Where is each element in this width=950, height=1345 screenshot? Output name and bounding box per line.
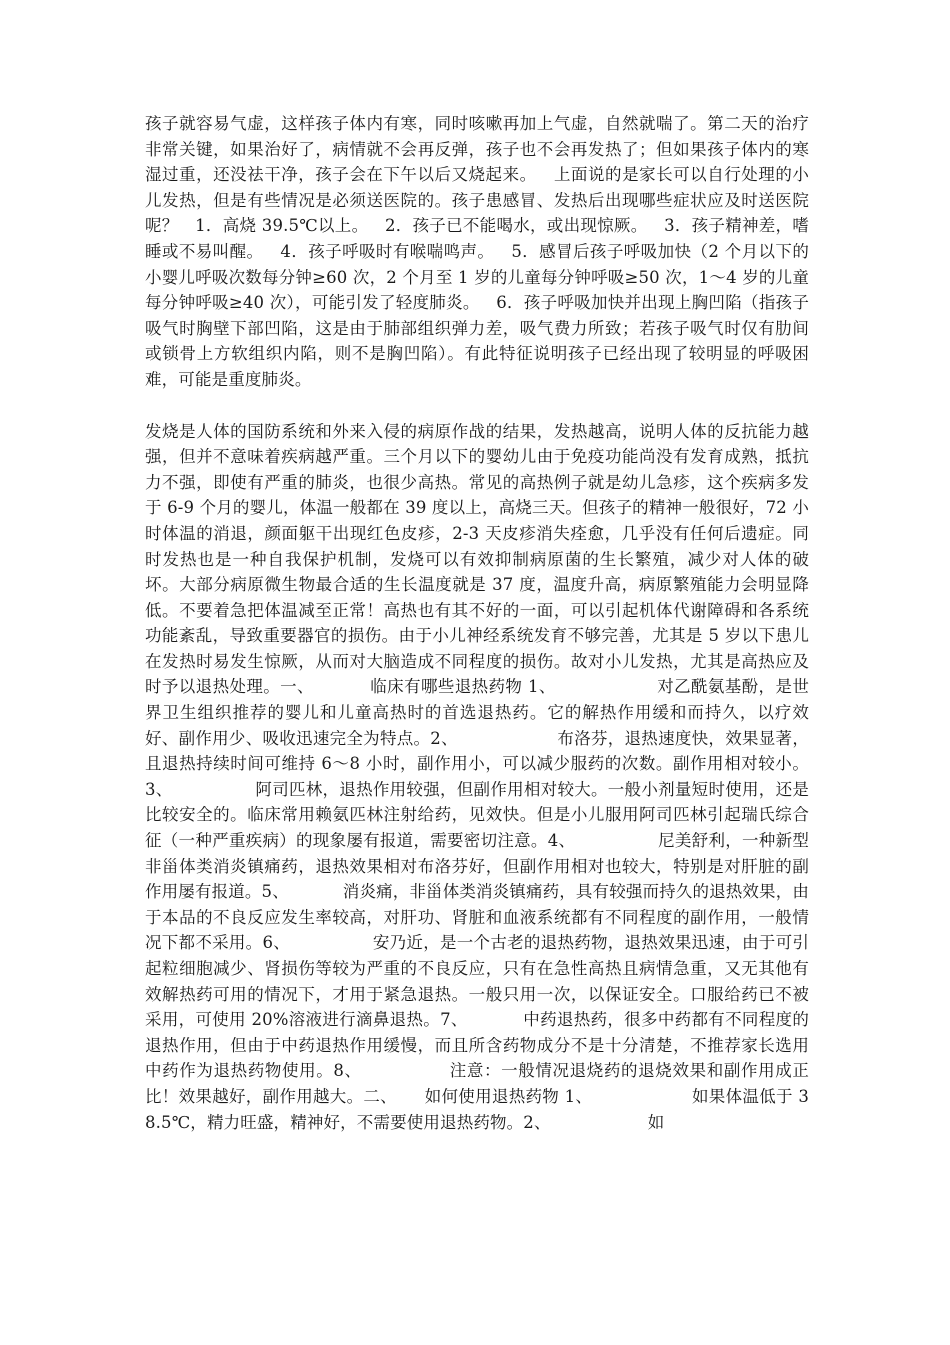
paragraph-fever-medication: 发烧是人体的国防系统和外来入侵的病原作战的结果，发热越高，说明人体的反抗能力越强，但并不意味着疾病越严重。三个月以下的婴幼儿由于免疫功能尚没有发育成熟，抵抗力不强，即使有严重的肺炎，也很少高热。常见的高热例子就是幼儿急疹，这个疾病多发于 6-9 个月的婴儿，体温一般都在 39 度以上，高烧三天。但孩子的精神一般很好，72 小时体温的消退，颜面躯干出现红色皮疹，2-3 天皮疹消失痊愈，几乎没有任何后遗症。同时发热也是一种自我保护机制，发烧可以有效抑制病原菌的生长繁殖，减少对人体的破坏。大部分病原微生物最合适的生长温度就是 37 度，温度升高，病原繁殖能力会明显降低。不要着急把体温减至正常！高热也有其不好的一面，可以引起机体代谢障碍和各系统功能紊乱，导致重要器官的损伤。由于小儿神经系统发育不够完善，尤其是 5 岁以下患儿在发热时易发生惊厥，从而对大脑造成不同程度的损伤。故对小儿发热，尤其是高热应及时予以退热处理。一、 临床有哪些退热药物 1、 对乙酰氨基酚，是世界卫生组织推荐的婴儿和儿童高热时的首选退热药。它的解热作用缓和而持久，以疗效好、副作用少、吸收迅速完全为特点。2、 布洛芬，退热速度快，效果显著，且退热持续时间可维持 6～8 小时，副作用小，可以减少服药的次数。副作用相对较小。3、 阿司匹林，退热作用较强，但副作用相对较大。一般小剂量短时使用，还是比较安全的。临床常用赖氨匹林注射给药，见效快。但是小儿服用阿司匹林引起瑞氏综合征（一种严重疾病）的现象屡有报道，需要密切注意。4、 尼美舒利，一种新型非甾体类消炎镇痛药，退热效果相对布洛芬好，但副作用相对也较大，特别是对肝脏的副作用屡有报道。5、 消炎痛，非甾体类消炎镇痛药，具有较强而持久的退热效果，由于本品的不良反应发生率较高，对肝功、肾脏和血液系统都有不同程度的副作用，一般情况下都不采用。6、 安乃近，是一个古老的退热药物，退热效果迅速，由于可引起粒细胞减少、肾损伤等较为严重的不良反应，只有在急性高热且病情急重，又无其他有效解热药可用的情况下，才用于紧急退热。一般只用一次，以保证安全。口服给药已不被采用，可使用 20%溶液进行滴鼻退热。7、 中药退热药，很多中药都有不同程度的退热作用，但由于中药退热作用缓慢，而且所含药物成分不是十分清楚，不推荐家长选用中药作为退热药物使用。8、 注意：一般情况退烧药的退烧效果和副作用成正比！效果越好，副作用越大。二、 如何使用退热药物 1、 如果体温低于 38.5℃，精力旺盛，精神好，不需要使用退热药物。2、 如 xyxy=(145,421,809,1132)
paragraph-fever-symptoms: 孩子就容易气虚，这样孩子体内有寒，同时咳嗽再加上气虚，自然就喘了。第二天的治疗非常关键，如果治好了，病情就不会再反弹，孩子也不会再发热了；但如果孩子体内的寒湿过重，还没祛干净，孩子会在下午以后又烧起来。 上面说的是家长可以自行处理的小儿发热，但是有些情况是必须送医院的。孩子患感冒、发热后出现哪些症状应及时送医院呢？ 1．高烧 39.5℃以上。 2．孩子已不能喝水，或出现惊厥。 3．孩子精神差，嗜睡或不易叫醒。 4．孩子呼吸时有喉喘鸣声。 5．感冒后孩子呼吸加快（2 个月以下的小婴儿呼吸次数每分钟≥60 次，2 个月至 1 岁的儿童每分钟呼吸≥50 次，1～4 岁的儿童每分钟呼吸≥40 次），可能引发了轻度肺炎。 6．孩子呼吸加快并出现上胸凹陷（指孩子吸气时胸壁下部凹陷，这是由于肺部组织弹力差，吸气费力所致；若孩子吸气时仅有肋间或锁骨上方软组织内陷，则不是胸凹陷）。有此特征说明孩子已经出现了较明显的呼吸困难，可能是重度肺炎。 xyxy=(145,114,809,389)
document-body xyxy=(145,111,809,1135)
